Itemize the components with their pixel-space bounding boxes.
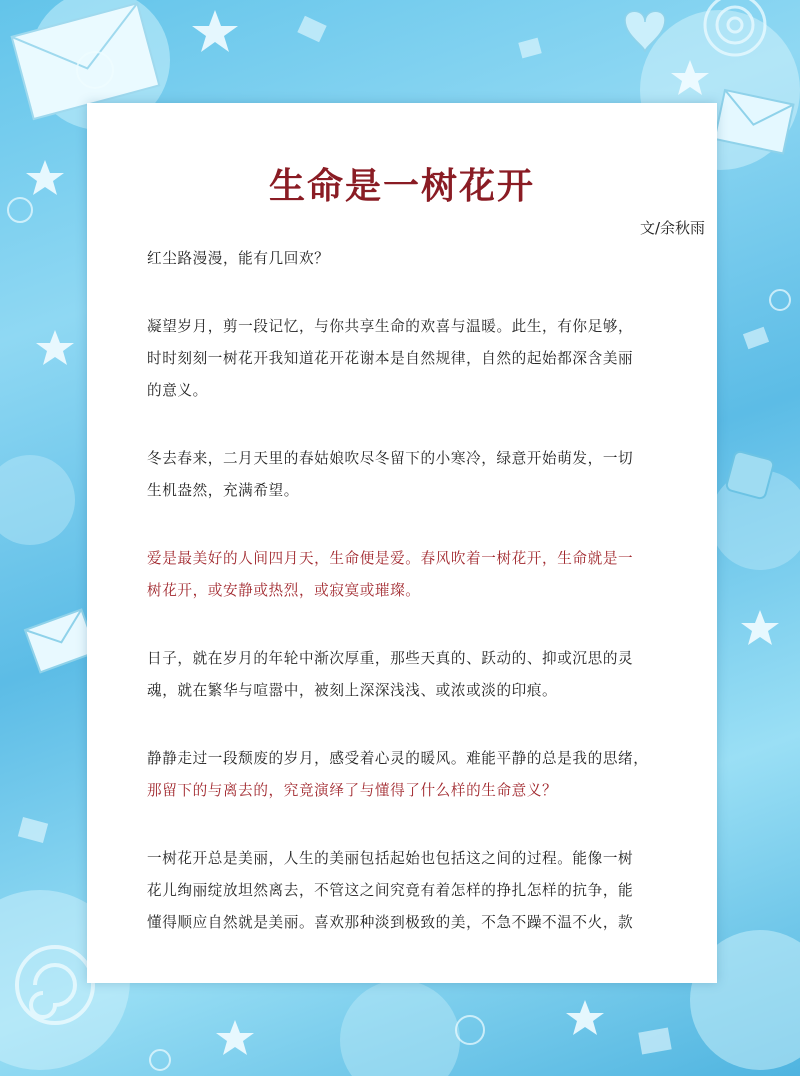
- text-line: 爱是最美好的人间四月天，生命便是爱。春风吹着一树花开，生命就是一: [147, 550, 634, 567]
- text-line: 凝望岁月，剪一段记忆，与你共享生命的欢喜与温暖。此生，有你足够，: [147, 318, 634, 335]
- text-line: 的意义。: [147, 382, 208, 399]
- star-icon: [566, 1000, 604, 1035]
- star-icon: [192, 10, 238, 52]
- paragraph: [147, 443, 657, 507]
- star-icon: [216, 1020, 254, 1055]
- text-line: 魂，就在繁华与喧嚣中，被刻上深深浅浅、或浓或淡的印痕。: [147, 682, 558, 699]
- paragraph: [147, 743, 657, 807]
- text-line: 树花开，或安静或热烈，或寂寞或璀璨。: [147, 582, 421, 599]
- text-line: 静静走过一段颓废的岁月，感受着心灵的暖风。难能平静的总是我的思绪，: [147, 750, 649, 767]
- text-line: 日子，就在岁月的年轮中渐次厚重，那些天真的、跃动的、抑或沉思的灵: [147, 650, 634, 667]
- paragraph: [147, 643, 657, 707]
- text-line: 懂得顺应自然就是美丽。喜欢那种淡到极致的美，不急不躁不温不火，款: [147, 914, 634, 931]
- highlighted-paragraph: [147, 543, 657, 607]
- article-author: 文/余秋雨: [639, 219, 705, 237]
- highlighted-line: 那留下的与离去的，究竟演绎了与懂得了什么样的生命意义？: [147, 782, 558, 799]
- paragraph: [147, 311, 657, 407]
- text-line: 一树花开总是美丽，人生的美丽包括起始也包括这之间的过程。能像一树: [147, 850, 634, 867]
- text-line: 时时刻刻一树花开我知道花开花谢本是自然规律，自然的起始都深含美丽: [147, 350, 634, 367]
- paragraph: [147, 243, 657, 275]
- text-line: 生机盎然，充满希望。: [147, 482, 299, 499]
- dice-icon: [726, 451, 775, 500]
- text-line: 红尘路漫漫，能有几回欢？: [147, 250, 330, 267]
- star-icon: [741, 610, 779, 645]
- paragraph: [147, 843, 657, 939]
- article-card: [87, 103, 717, 983]
- text-line: 冬去春来，二月天里的春姑娘吹尽冬留下的小寒冷，绿意开始萌发，一切: [147, 450, 634, 467]
- star-icon: [26, 160, 64, 195]
- article-title: 生命是一树花开: [268, 166, 535, 207]
- text-line: 花儿绚丽绽放坦然离去，不管这之间究竟有着怎样的挣扎怎样的抗争，能: [147, 882, 634, 899]
- star-icon: [36, 330, 74, 365]
- envelope-icon: [25, 609, 97, 672]
